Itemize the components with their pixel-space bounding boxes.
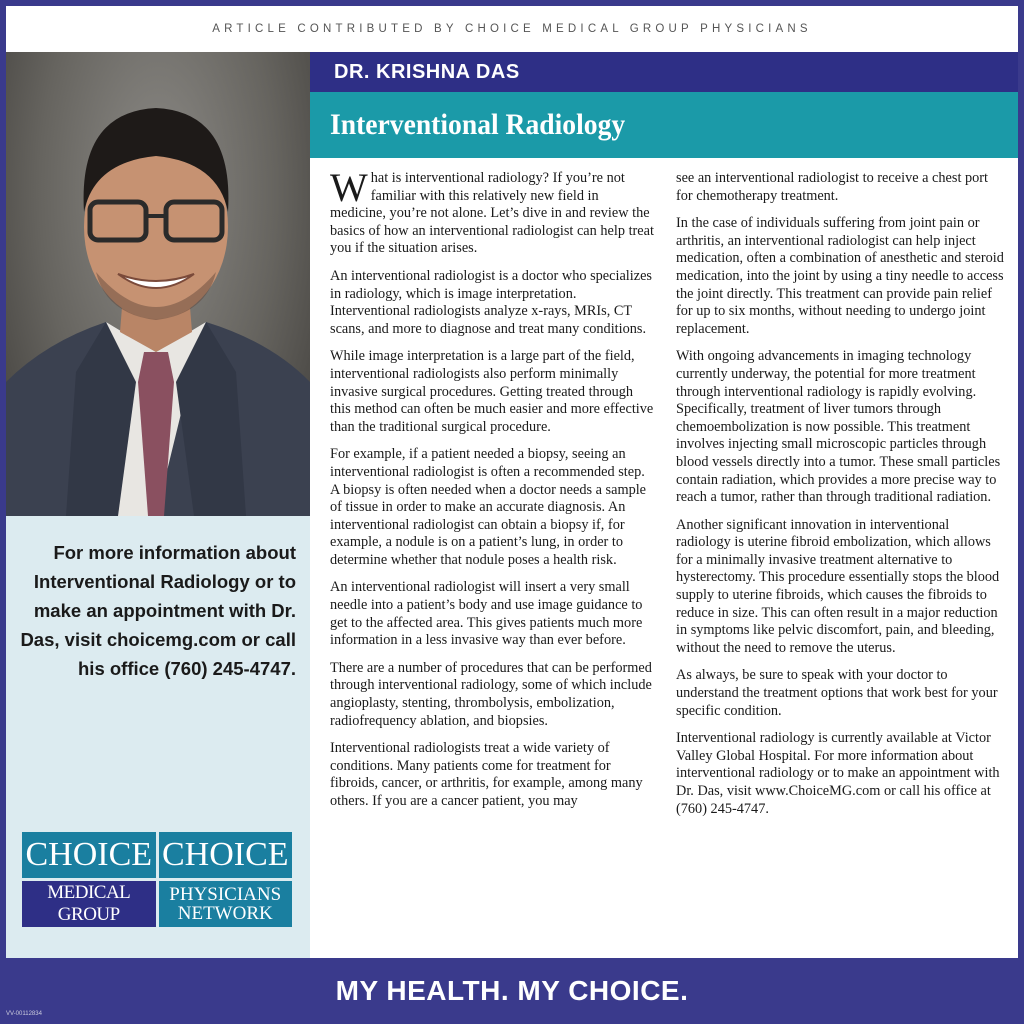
logo-physicians-text: PHYSICIANS xyxy=(169,884,282,905)
top-banner xyxy=(6,6,1018,52)
article-paragraph: As always, be sure to speak with your doctor to understand the treatment options that work best for your specific condition. xyxy=(676,667,998,719)
logo-medical-group: MEDICAL GROUP xyxy=(22,881,156,927)
article-paragraph: For example, if a patient needed a biopsy, seeing an interventional radiologist is often a recommended step. A biopsy is often needed when a doctor needs a sample of tissue in order to make an accurate diagnosis. An interventional radiologist can obtain a biopsy if, for example, a nodule is on a patient’s lung, in order to determine whether that nodule poses a health risk. xyxy=(330,446,647,568)
footer-tagline: MY HEALTH. MY CHOICE. xyxy=(335,975,689,1006)
article-paragraph: In the case of individuals suffering from joint pain or arthritis, an interventional radiologist can help inject medication, often a combination of anesthetic and steroid medication, into the joint by using a tiny needle to access the joint directly. This treatment can provide pain relief for up to six months, without needing to undergo joint replacement. xyxy=(676,215,1004,337)
article-paragraph: see an interventional radiologist to receive a chest port for chemotherapy treatment. xyxy=(676,170,989,204)
article-paragraph: An interventional radiologist is a doctor who specializes in radiology, which is image interpretation. Interventional radiologists analyze x-rays, MRIs, CT scans, and more to diagnose and treat many conditions. xyxy=(330,267,652,337)
doctor-name: DR. KRISHNA DAS xyxy=(334,60,520,83)
banner-text: ARTICLE CONTRIBUTED BY CHOICE MEDICAL GROUP PHYSICIANS xyxy=(212,23,812,35)
doctor-photo xyxy=(6,52,310,516)
doctor-name-bar xyxy=(310,52,1018,92)
article-body xyxy=(310,158,1018,958)
article-right-column xyxy=(676,170,1006,828)
article-paragraph: There are a number of procedures that can be performed through interventional radiology, some of which include angioplasty, stenting, thrombolysis, embolization, radiofrequency ablation, and biopsies. xyxy=(330,659,652,729)
drop-cap: W xyxy=(330,165,368,210)
article-paragraph: What is interventional radiology? If you’re not familiar with this relatively new field in medicine, you’re not alone. Let’s dive in and review the basics of how an interventional radiologist can help treat you if the situation arises. xyxy=(330,165,654,257)
article-paragraph: Interventional radiology is currently available at Victor Valley Global Hospital. For more information about interventional radiology or to make an appointment with Dr. Das, visit www.ChoiceMG.com or call his office at (760) 245-4747. xyxy=(676,730,1000,817)
article-paragraph: With ongoing advancements in imaging technology currently underway, the potential for more treatment through interventional radiology is rapidly evolving. Specifically, treatment of liver tumors through chemoembolization is now possible. This treatment involves injecting small microscopic particles through blood vessels directly into a tumor. These small particles contain radiation, which provides a more precise way to reach a tumor, rather than through traditional radiation. xyxy=(676,348,1001,506)
footer-tagline-bar xyxy=(0,958,1024,1024)
choice-logo xyxy=(22,832,292,928)
contact-info-text: For more information about Interventional Radiology or to make an appointment with Dr. Das, visit choicemg.com or call his office (760) 245-4747. xyxy=(20,542,296,679)
article-paragraph: Interventional radiologists treat a wide variety of conditions. Many patients come for treatment for fibroids, cancer, or arthritis, for example, among many others. If you are a cancer patient, you may xyxy=(330,740,643,809)
title-bar xyxy=(310,92,1018,158)
logo-choice-medical: CHOICE xyxy=(22,832,156,878)
article-paragraph: An interventional radiologist will insert a very small needle into a patient’s body and use image guidance to get to the affected area. This gives patients much more information in a less invasive way than ever before. xyxy=(330,579,643,649)
logo-physicians-network xyxy=(159,881,293,927)
logo-choice-physicians: CHOICE xyxy=(159,832,293,878)
article-paragraph: While image interpretation is a large part of the field, interventional radiologists also perform minimally invasive surgical procedures. Getting treated through this method can often be much easier and more effective than the traditional surgical procedure. xyxy=(330,348,654,435)
article-title: Interventional Radiology xyxy=(330,108,626,141)
article-paragraph: Another significant innovation in interventional radiology is uterine fibroid embolization, which allows for a minimally invasive treatment alternative to hysterectomy. This procedure essentially stops the blood supply to uterine fibroids, which causes the fibroids to reduce in size. This can often result in a major reduction in symptoms like pelvic discomfort, pain, and bleeding, without the need to remove the uterus. xyxy=(676,516,1000,656)
logo-network-text: NETWORK xyxy=(177,903,273,924)
doctor-portrait-image xyxy=(6,52,310,516)
article-left-column xyxy=(330,165,656,821)
ad-code: VV-00112834 xyxy=(6,1011,42,1017)
